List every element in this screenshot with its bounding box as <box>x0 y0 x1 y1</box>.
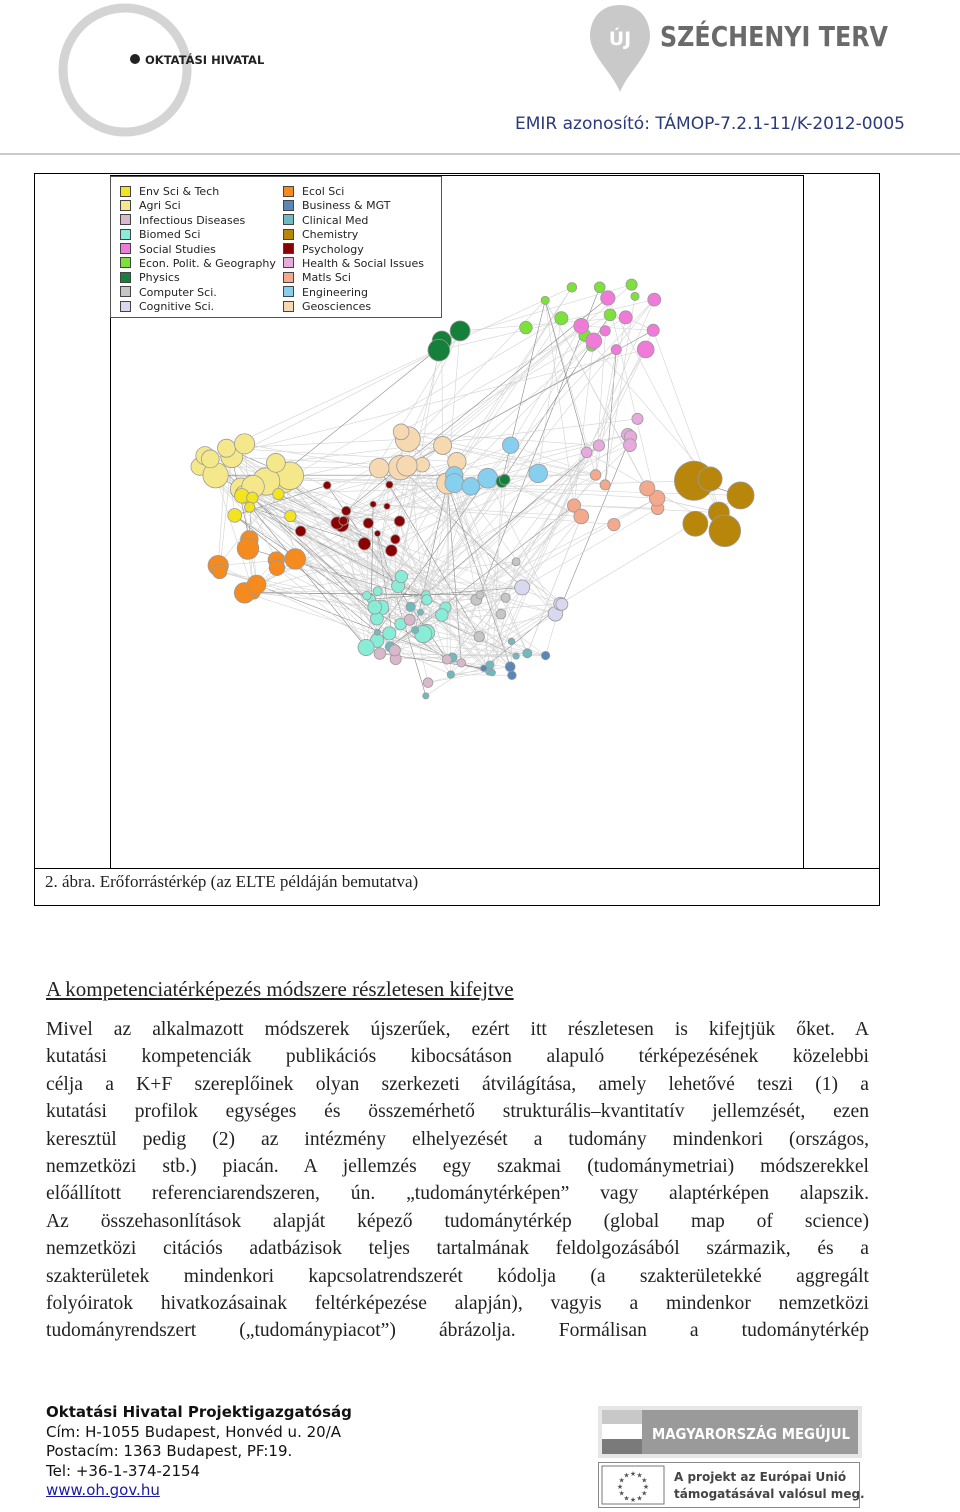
network-node <box>502 437 518 453</box>
legend-swatch <box>283 200 294 211</box>
network-node <box>574 509 589 524</box>
legend-item <box>120 199 276 213</box>
network-node <box>600 326 610 336</box>
banner-text: MAGYARORSZÁG MEGÚJUL <box>652 1425 876 1443</box>
network-node <box>447 671 454 678</box>
eu-star: ★ <box>636 1471 643 1480</box>
network-node <box>228 508 242 522</box>
network-node <box>640 481 655 496</box>
network-node <box>397 456 417 476</box>
legend-swatch <box>283 186 294 197</box>
network-node <box>462 478 480 496</box>
eu-line-2: támogatásával valósul meg. <box>674 1487 865 1501</box>
network-node <box>683 511 708 536</box>
emir-id: EMIR azonosító: TÁMOP-7.2.1-11/K-2012-0005 <box>515 114 905 134</box>
body-line: kutatási profilok egységes és összemérhető strukturális–kvantitatív jellemzését, ezen <box>46 1101 869 1123</box>
network-node <box>371 612 384 625</box>
legend-item <box>120 257 276 271</box>
legend-swatch <box>283 229 294 240</box>
network-node <box>201 450 219 468</box>
network-edge <box>428 668 484 682</box>
eu-star: ★ <box>641 1476 648 1485</box>
network-edge <box>511 326 582 445</box>
legend-item <box>283 199 424 213</box>
network-node <box>273 488 284 499</box>
legend-column-2 <box>283 185 424 315</box>
eu-star: ★ <box>623 1471 630 1480</box>
footer-tel: Tel: +36-1-374-2154 <box>46 1461 201 1480</box>
legend-label: Business & MGT <box>302 199 391 213</box>
network-node <box>412 626 419 633</box>
legend-label: Geosciences <box>302 300 372 314</box>
legend-swatch <box>120 286 131 297</box>
network-edge <box>480 445 630 595</box>
network-node <box>445 474 464 493</box>
network-node <box>422 595 432 605</box>
network-edge <box>562 437 631 605</box>
network-node <box>709 515 741 547</box>
network-node <box>386 481 393 488</box>
network-node <box>567 283 577 293</box>
body-line: Az összehasonlítások alapját képező tudománytérkép (global map of science) <box>46 1210 869 1232</box>
header-divider <box>0 153 960 155</box>
legend-item <box>283 300 424 314</box>
figure-caption: 2. ábra. Erőforrástérkép (az ELTE példáján bemutatva) <box>45 872 419 891</box>
network-node <box>515 580 530 595</box>
legend-item <box>120 185 276 199</box>
eu-star: ★ <box>629 1496 637 1504</box>
network-node <box>363 518 373 528</box>
network-node <box>285 549 306 570</box>
network-node <box>383 627 396 640</box>
network-node <box>541 296 549 304</box>
legend-label: Cognitive Sci. <box>139 300 215 314</box>
network-node <box>624 439 637 452</box>
legend-item <box>120 228 276 242</box>
legend-label: Env Sci & Tech <box>139 185 220 198</box>
network-edge <box>522 330 653 587</box>
network-node <box>496 609 506 619</box>
body-line: keresztül pedig (2) az intézmény elhelyezését a tudomány mindenkori (országos, <box>46 1128 869 1150</box>
network-node <box>626 279 637 290</box>
legend-item <box>283 214 424 228</box>
network-node <box>393 424 409 440</box>
legend-column-1 <box>120 185 276 315</box>
legend-swatch <box>283 214 294 225</box>
network-node <box>269 560 285 576</box>
network-node <box>247 575 266 594</box>
network-node <box>586 333 602 349</box>
body-line: nemzetközi citációs adatbázisok teljes tartalmának feldolgozásából származik, és a <box>46 1238 869 1260</box>
legend-swatch <box>120 200 131 211</box>
network-node <box>450 321 470 341</box>
network-node <box>476 591 484 599</box>
legend-swatch <box>283 257 294 268</box>
network-node <box>406 602 415 611</box>
eu-line-1: A projekt az Európai Unió <box>674 1470 847 1484</box>
body-line: előállított referenciarendszeren, ún. „tudománytérképen” vagy alaptérképen alapszik. <box>46 1183 869 1205</box>
network-node <box>384 503 390 509</box>
network-node <box>604 309 616 321</box>
network-node <box>457 659 465 667</box>
eu-star: ★ <box>641 1489 648 1498</box>
network-node <box>373 587 382 596</box>
legend-swatch <box>283 286 294 297</box>
network-node <box>505 662 515 672</box>
network-node <box>245 502 255 512</box>
legend-label: Engineering <box>302 285 368 299</box>
szechenyi-terv-logo <box>590 0 929 100</box>
network-node <box>478 468 498 488</box>
network-node <box>386 545 398 557</box>
network-node <box>436 609 449 622</box>
network-node <box>619 311 632 324</box>
legend-item <box>283 243 424 257</box>
network-node <box>423 678 433 688</box>
network-node <box>523 649 532 658</box>
eu-star: ★ <box>618 1476 625 1485</box>
network-node <box>698 467 722 491</box>
network-node <box>212 564 227 579</box>
eu-star: ★ <box>623 1494 630 1503</box>
legend-swatch <box>120 243 131 254</box>
legend-label: Infectious Diseases <box>139 213 246 227</box>
network-node <box>594 282 605 293</box>
network-node <box>423 693 429 699</box>
body-line: tudományrendszert („tudománypiacot”) ábrázolja. Formálisan a tudománytérkép <box>46 1320 869 1342</box>
network-node <box>370 501 376 507</box>
caption-divider <box>34 868 880 869</box>
legend-item <box>283 185 424 199</box>
legend-swatch <box>283 272 294 283</box>
network-node <box>374 629 380 635</box>
legend-item <box>283 271 424 285</box>
legend-swatch <box>120 186 131 197</box>
network-node <box>508 671 517 680</box>
network-node <box>434 436 452 454</box>
footer-postal: Postacím: 1363 Budapest, PF:19. <box>46 1442 293 1461</box>
legend-item <box>283 286 424 300</box>
legend-swatch <box>120 229 131 240</box>
legend-label: Agri Sci <box>139 199 181 213</box>
network-node <box>481 665 487 671</box>
section-heading: A kompetenciatérképezés módszere részletesen kifejtve <box>46 977 514 1001</box>
legend-label: Psychology <box>302 242 364 256</box>
logo-right-mark: ÚJ <box>608 28 632 50</box>
eu-star: ★ <box>618 1489 625 1498</box>
network-node <box>499 474 510 485</box>
legend-swatch <box>120 301 131 312</box>
network-node <box>541 651 549 659</box>
footer-org: Oktatási Hivatal Projektigazgatóság <box>46 1403 352 1421</box>
legend-label: Econ. Polit. & Geography <box>139 256 276 270</box>
legend-label: Clinical Med <box>302 213 369 227</box>
network-node <box>389 645 400 656</box>
eu-star: ★ <box>629 1470 637 1478</box>
footer-web-link[interactable]: www.oh.gov.hu <box>46 1481 160 1500</box>
network-edge <box>457 287 572 461</box>
legend-swatch <box>120 214 131 225</box>
legend-item <box>283 228 424 242</box>
legend-swatch <box>283 301 294 312</box>
legend-item <box>120 271 276 285</box>
network-node <box>237 538 259 560</box>
legend-label: Biomed Sci <box>139 228 201 242</box>
network-node <box>369 458 389 478</box>
network-node <box>501 593 510 602</box>
network-node <box>285 510 296 521</box>
network-node <box>513 653 519 659</box>
network-edge <box>245 444 257 585</box>
legend-item <box>120 243 276 257</box>
legend-swatch <box>283 243 294 254</box>
network-node <box>342 506 351 515</box>
eu-star: ★ <box>642 1483 650 1491</box>
figure-legend <box>110 176 442 318</box>
network-node <box>442 655 451 664</box>
eu-support-logo <box>598 1462 865 1508</box>
network-node <box>234 434 254 454</box>
network-node <box>295 526 306 537</box>
network-node <box>374 531 380 537</box>
network-node <box>489 670 495 676</box>
legend-label: Health & Social Issues <box>302 256 424 270</box>
legend-item <box>120 214 276 228</box>
network-node <box>267 453 286 472</box>
network-node <box>512 558 520 566</box>
network-node <box>368 600 382 614</box>
network-node <box>581 447 592 458</box>
legend-label: Ecol Sci <box>302 185 345 198</box>
network-node <box>520 321 533 334</box>
network-node <box>474 631 484 641</box>
logo-right-text: SZÉCHENYI TERV <box>660 20 929 53</box>
network-node <box>358 538 370 550</box>
magyarorszag-megujul-banner <box>598 1406 876 1458</box>
network-node <box>555 312 568 325</box>
network-edge <box>210 349 645 458</box>
network-node <box>600 480 610 490</box>
oktatasi-hivatal-logo <box>55 0 285 140</box>
legend-swatch <box>120 272 131 283</box>
body-line: nemzetközi stb.) piacán. A jellemzés egy szakmai (tudománymetriai) módszerekkel <box>46 1155 869 1177</box>
network-node <box>323 481 331 489</box>
network-node <box>339 516 348 525</box>
network-node <box>391 535 400 544</box>
network-edge <box>428 671 489 682</box>
footer-contact <box>46 1403 352 1501</box>
network-node <box>247 492 258 503</box>
network-node <box>374 648 386 660</box>
network-node <box>631 292 639 300</box>
network-node <box>428 339 450 361</box>
legend-label: Computer Sci. <box>139 285 217 299</box>
footer-address: Cím: H-1055 Budapest, Honvéd u. 20/A <box>46 1422 342 1441</box>
network-node <box>394 516 405 527</box>
network-node <box>593 440 604 451</box>
network-node <box>608 518 620 530</box>
network-node <box>556 598 568 610</box>
network-node <box>632 413 643 424</box>
legend-swatch <box>120 257 131 268</box>
network-node <box>601 291 615 305</box>
network-node <box>508 638 515 645</box>
network-node <box>647 324 659 336</box>
legend-item <box>120 300 276 314</box>
network-node <box>574 318 589 333</box>
legend-item <box>120 286 276 300</box>
network-edge <box>457 331 605 462</box>
network-node <box>358 639 374 655</box>
body-paragraph <box>46 1016 869 1345</box>
body-line: célja a K+F szereplőinek olyan szerkezeti átvilágítása, amely lehetővé teszi (1) a <box>46 1073 869 1095</box>
network-node <box>611 345 621 355</box>
network-node <box>395 570 407 582</box>
network-node <box>727 482 754 509</box>
body-line: folyóiratok hivatkozásainak feltérképezése alapján), vagyis a mindenkor nemzetközi <box>46 1292 869 1314</box>
logo-left-text: OKTATÁSI HIVATAL <box>145 53 265 67</box>
legend-label: Social Studies <box>139 242 216 256</box>
network-node <box>418 609 424 615</box>
network-node <box>637 341 654 358</box>
legend-item <box>283 257 424 271</box>
network-node <box>218 439 236 457</box>
body-line: szakterületek mindenkori kapcsolatrendszerét kódolja (a szakterületekké aggregált <box>46 1265 869 1287</box>
network-node <box>404 614 415 625</box>
eu-star: ★ <box>616 1483 624 1491</box>
network-node <box>529 464 548 483</box>
body-line: Mivel az alkalmazott módszerek újszerűek, ezért itt részletesen is kifejtjük őket. A <box>46 1019 869 1040</box>
network-node <box>362 591 371 600</box>
eu-star: ★ <box>636 1494 643 1503</box>
legend-label: Matls Sci <box>302 271 351 285</box>
legend-label: Physics <box>139 271 180 285</box>
network-node <box>648 293 661 306</box>
body-line: kutatási kompetenciák publikációs kibocsátáson alapuló térképezésének közelebbi <box>46 1046 869 1068</box>
legend-label: Chemistry <box>302 228 359 242</box>
network-node <box>590 470 601 481</box>
